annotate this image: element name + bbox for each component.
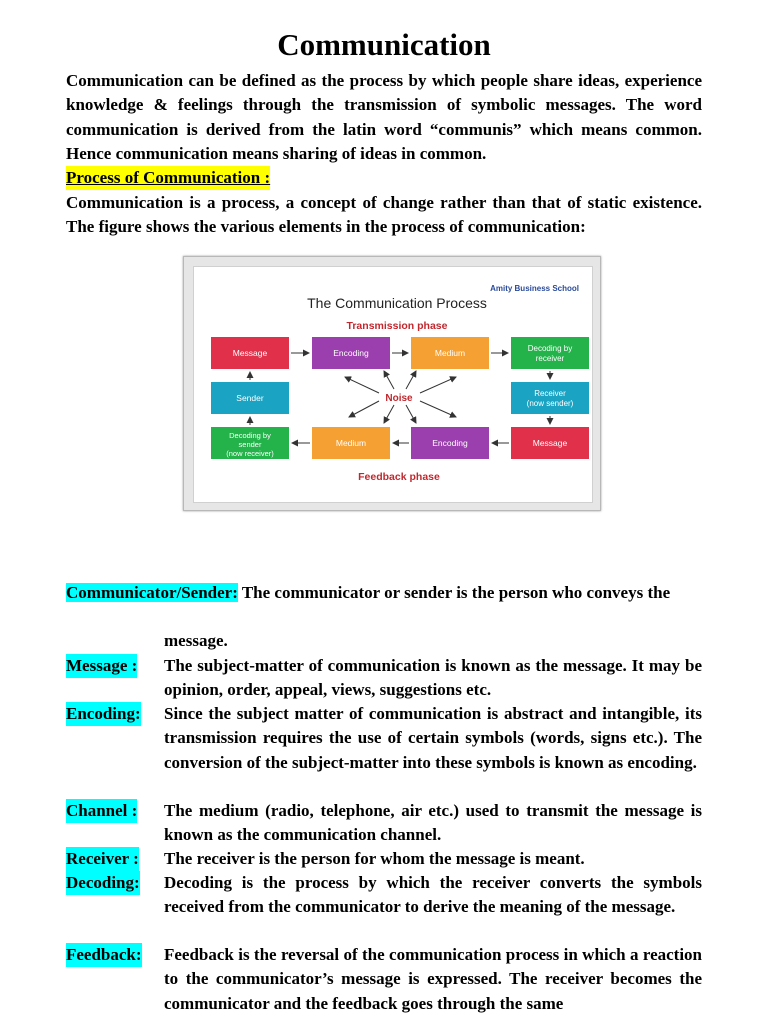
sender-text-continued: message. [164, 631, 228, 650]
sender-definition [66, 581, 702, 605]
communication-process-figure [183, 256, 601, 511]
encoding-label-top: Encoding [333, 348, 369, 358]
definition-term: Decoding: [66, 871, 140, 895]
feedback-phase-label: Feedback phase [358, 471, 440, 483]
sender-label: Sender [236, 393, 264, 403]
definition-term: Feedback: [66, 943, 142, 967]
figure-org-label: Amity Business School [490, 284, 579, 293]
definition-term: Message : [66, 654, 137, 678]
definition-text: Feedback is the reversal of the communication process in which a reaction to the communicator’s message is expressed. The receiver becomes the communicator and the feedback goes through the same [164, 945, 702, 1013]
page-title: Communication [277, 27, 491, 62]
sender-text: The communicator or sender is the person who conveys the [237, 583, 671, 602]
message-label-bottom: Message [532, 438, 568, 448]
medium-label-top: Medium [434, 348, 466, 358]
decoding-sender-label-1: Decoding by [229, 431, 271, 440]
figure-canvas [193, 266, 593, 503]
receiver-label-1: Receiver [534, 389, 566, 398]
decoding-receiver-box [511, 337, 589, 369]
definition-text: The medium (radio, telephone, air etc.) used to transmit the message is known as the communication channel. [164, 801, 702, 845]
definition-text: The receiver is the person for whom the message is meant. [164, 849, 585, 868]
figure-title: The Communication Process [307, 295, 487, 311]
noise-label: Noise [385, 393, 413, 404]
encoding-label-bottom: Encoding [432, 438, 468, 448]
decoding-receiver-label-2: receiver [535, 354, 565, 363]
definition-text: Decoding is the process by which the receiver converts the symbols received from the communicator to derive the meaning of the message. [164, 873, 702, 917]
definition-text: The subject-matter of communication is known as the message. It may be opinion, order, appeal, views, suggestions etc. [164, 656, 702, 700]
decoding-receiver-label-1: Decoding by [527, 344, 573, 353]
definition-term: Channel : [66, 799, 137, 823]
transmission-phase-label: Transmission phase [346, 320, 448, 332]
decoding-sender-label-2: sender [238, 440, 262, 449]
process-heading: Process of Communication : [66, 166, 270, 190]
decoding-sender-label-3: (now receiver) [226, 449, 274, 458]
definition-term: Receiver : [66, 847, 139, 871]
definition-text: Since the subject matter of communication is abstract and intangible, its transmission requires the use of certain symbols (words, signs etc.). The conversion of the subject-matter into these symbols is known as encoding. [164, 704, 702, 772]
sender-term: Communicator/Sender: [66, 583, 238, 602]
message-label-top: Message [232, 348, 268, 358]
receiver-label-2: (now sender) [526, 399, 574, 408]
receiver-box [511, 382, 589, 414]
medium-label-bottom: Medium [335, 438, 367, 448]
intro-paragraph: Communication can be defined as the process by which people share ideas, experience knowledge & feelings through the transmission of symbolic messages. The word communication is derived from the latin word “communis” which means common. Hence communication means sharing of ideas in common. [66, 71, 702, 163]
communication-process-diagram [194, 267, 592, 502]
definition-term: Encoding: [66, 702, 141, 726]
process-paragraph: Communication is a process, a concept of change rather than that of static existence. The figure shows the various elements in the process of communication: [66, 193, 702, 237]
